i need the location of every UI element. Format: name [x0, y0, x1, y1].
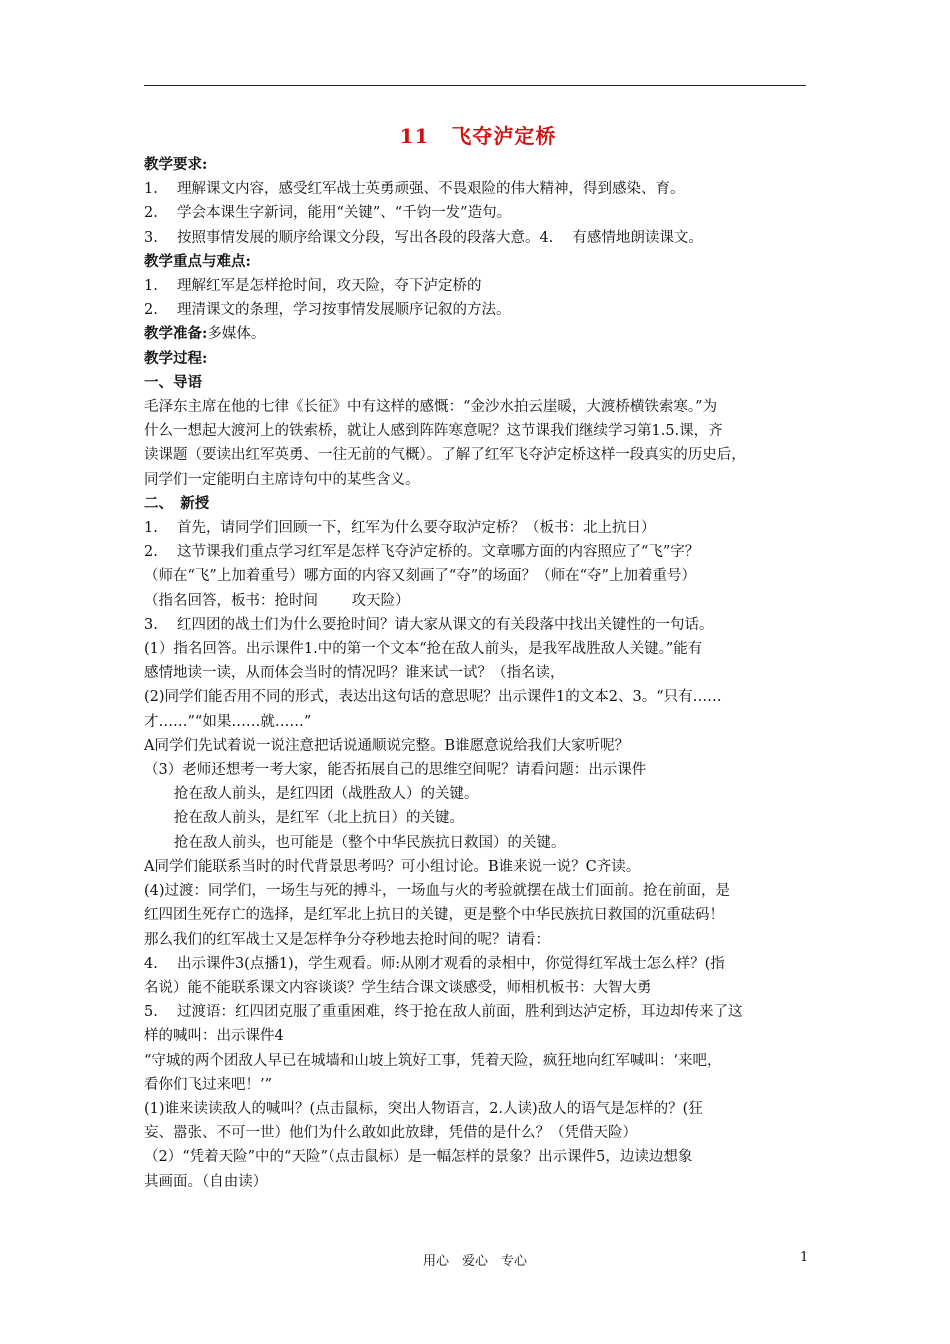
line-text: 抢在敌人前头，是红四团（战胜敌人）的关键。	[174, 786, 479, 803]
text-line	[144, 855, 812, 879]
text-line	[144, 371, 812, 395]
line-text: 1. 首先，请同学们回顾一下，红军为什么要夺取泸定桥？（板书：北上抗日）	[144, 520, 656, 537]
text-line	[144, 322, 812, 346]
line-text: （3）老师还想考一考大家，能否拓展自己的思维空间呢？请看问题：出示课件	[144, 762, 647, 779]
text-line	[144, 782, 812, 806]
line-text: 教学准备:	[144, 325, 208, 343]
line-text: 3. 红四团的战士们为什么要抢时间？请大家从课文的有关段落中找出关键性的一句话。	[144, 616, 714, 633]
text-line	[144, 758, 812, 782]
text-line	[144, 419, 812, 443]
line-text: 一、导语	[144, 373, 202, 391]
text-line	[144, 952, 812, 976]
line-text: 毛泽东主席在他的七律《长征》中有这样的感慨：“金沙水拍云崖暖，大渡桥横铁索寒。”为	[144, 399, 718, 416]
text-line	[144, 1000, 812, 1024]
text-lines	[144, 153, 812, 1194]
text-line	[144, 274, 812, 298]
text-line	[144, 540, 812, 564]
text-line	[144, 661, 812, 685]
text-line	[144, 347, 812, 371]
text-line	[144, 1049, 812, 1073]
line-text: 教学过程:	[144, 349, 208, 367]
line-text: 2. 学会本课生字新词，能用“关键”、“千钧一发”造句。	[144, 205, 512, 222]
text-line	[144, 589, 812, 613]
document-body	[144, 120, 812, 1194]
line-text: 3. 按照事情发展的顺序给课文分段，写出各段的段落大意。4. 有感情地朗读课文。	[144, 229, 703, 246]
text-line	[144, 806, 812, 830]
page-number: 1	[800, 1250, 809, 1265]
text-line	[144, 1024, 812, 1048]
text-line	[144, 250, 812, 274]
line-text: 2. 这节课我们重点学习红军是怎样飞夺泸定桥的。文章哪方面的内容照应了“飞”字？	[144, 544, 700, 561]
line-text: 读课题（要读出红军英勇、一往无前的气概）。了解了红军飞夺泸定桥这样一段真实的历史后，	[144, 447, 746, 464]
line-text: A同学们能联系当时的时代背景思考吗？可小组讨论。B谁来说一说？C齐读。	[144, 858, 641, 875]
text-line	[144, 395, 812, 419]
text-line	[144, 226, 812, 250]
line-text: 那么我们的红军战士又是怎样争分夺秒地去抢时间的呢？请看：	[144, 931, 550, 948]
lesson-number: 11	[399, 124, 430, 148]
line-text: “守城的两个团敌人早已在城墙和山坡上筑好工事，凭着天险，疯狂地向红军喊叫：‘来吧，	[144, 1052, 722, 1069]
text-line	[144, 153, 812, 177]
text-line	[144, 734, 812, 758]
line-text: A同学们先试着说一说注意把话说通顺说完整。B谁愿意说给我们大家听呢？	[144, 737, 630, 754]
text-line	[144, 516, 812, 540]
text-line	[144, 1145, 812, 1169]
lesson-title: 飞夺泸定桥	[451, 124, 557, 148]
text-line	[144, 928, 812, 952]
document-title	[144, 120, 812, 153]
line-text: (4)过渡：同学们，一场生与死的搏斗，一场血与火的考验就摆在战士们面前。抢在前面，是	[144, 883, 731, 900]
text-line	[144, 637, 812, 661]
text-line	[144, 831, 812, 855]
line-text: 样的喊叫：出示课件4	[144, 1028, 284, 1045]
text-line	[144, 1170, 812, 1194]
footer-motto: 用心 爱心 专心	[422, 1254, 527, 1269]
line-text: 2. 理清课文的条理，学习按事情发展顺序记叙的方法。	[144, 302, 511, 319]
line-text: 其画面。（自由读）	[144, 1173, 268, 1190]
line-text: 1. 理解红军是怎样抢时间，攻天险，夺下泸定桥的	[144, 278, 482, 295]
text-line	[144, 710, 812, 734]
line-text: 二、 新授	[144, 494, 210, 512]
text-line	[144, 1121, 812, 1145]
line-text: 名说）能不能联系课文内容谈谈？学生结合课文谈感受，师相机板书：大智大勇	[144, 979, 652, 996]
line-text: 教学要求:	[144, 156, 208, 173]
line-text: 同学们一定能明白主席诗句中的某些含义。	[144, 471, 420, 488]
text-line	[144, 903, 812, 927]
line-text-rest: 多媒体。	[207, 326, 266, 343]
text-line	[144, 685, 812, 709]
line-text: (2)同学们能否用不同的形式，表达出这句话的意思呢？出示课件1的文本2、3。“只有……	[144, 689, 722, 706]
line-text: 才……”“如果……就……”	[144, 713, 312, 730]
text-line	[144, 492, 812, 516]
text-line	[144, 976, 812, 1000]
line-text: 什么一想起大渡河上的铁索桥，就让人感到阵阵寒意呢？这节课我们继续学习第1.5.课，齐	[144, 423, 723, 440]
line-text: 5. 过渡语：红四团克服了重重困难，终于抢在敌人前面，胜利到达泸定桥，耳边却传来了这	[144, 1004, 743, 1021]
line-text: 看你们飞过来吧！’”	[144, 1076, 273, 1093]
line-text: 1. 理解课文内容，感受红军战士英勇顽强、不畏艰险的伟大精神，得到感染、育。	[144, 181, 685, 198]
text-line	[144, 1073, 812, 1097]
line-text: 4. 出示课件3(点播1)，学生观看。师:从刚才观看的录相中，你觉得红军战士怎么样？(指	[144, 955, 725, 972]
text-line	[144, 879, 812, 903]
text-line	[144, 564, 812, 588]
line-text: 妄、嚣张、不可一世）他们为什么敢如此放肆，凭借的是什么？（凭借天险）	[144, 1125, 637, 1142]
line-text: (1)谁来读读敌人的喊叫？(点击鼠标，突出人物语言，2.人读)敌人的语气是怎样的？(狂	[144, 1100, 703, 1117]
line-text: 感情地读一读，从而体会当时的情况吗？谁来试一试？（指名读，	[144, 665, 565, 682]
line-text: （师在“飞”上加着重号）哪方面的内容又刻画了“夺”的场面？（师在“夺”上加着重号）	[144, 568, 696, 585]
header-rule	[144, 85, 806, 86]
text-line	[144, 201, 812, 225]
text-line	[144, 468, 812, 492]
text-line	[144, 177, 812, 201]
line-text: (1）指名回答。出示课件1.中的第一个文本“抢在敌人前头，是我军战胜敌人关键。”能有	[144, 641, 703, 658]
text-line	[144, 298, 812, 322]
line-text: （2）“凭着天险”中的“天险”（点击鼠标）是一幅怎样的景象？出示课件5，边读边想象	[144, 1149, 693, 1166]
line-text: （指名回答，板书：抢时间 攻天险）	[144, 592, 410, 609]
line-text: 红四团生死存亡的选择，是红军北上抗日的关键，更是整个中华民族抗日救国的沉重砝码！	[144, 907, 724, 924]
text-line	[144, 613, 812, 637]
line-text: 抢在敌人前头，也可能是（整个中华民族抗日救国）的关键。	[174, 834, 566, 851]
line-text: 抢在敌人前头，是红军（北上抗日）的关键。	[174, 810, 464, 827]
line-text: 教学重点与难点:	[144, 252, 251, 270]
text-line	[144, 1097, 812, 1121]
text-line	[144, 443, 812, 467]
